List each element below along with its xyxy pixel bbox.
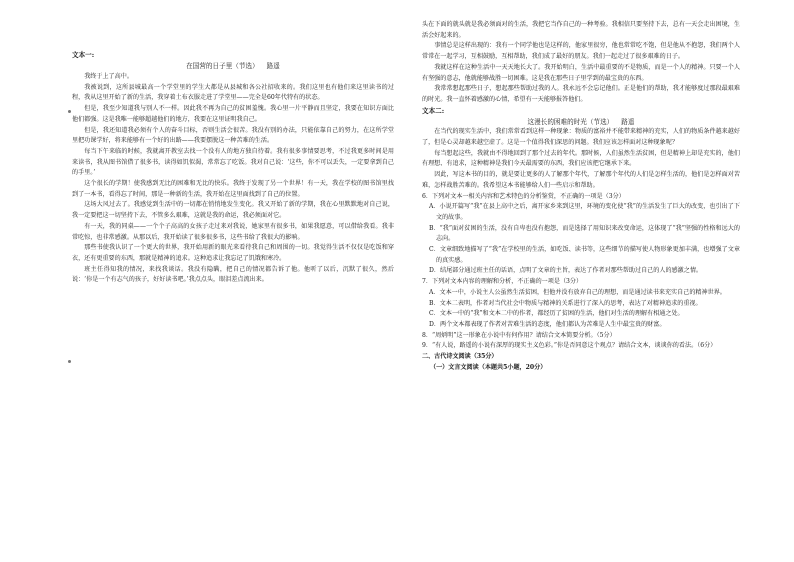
question-stem: 9．“有人说，路遥的小说有深厚的现实主义色彩。”你是否同意这个观点？请结合文本，谈谈你的看法。（6分） bbox=[422, 342, 717, 350]
subsection-heading: （一）文言文阅读（本题共5小题，20分） bbox=[430, 363, 547, 371]
paragraph: 我被说到，这所县城最高一个学堂里的学生大都是从县城和各公社招收来的。我们这里也有他们来这里读书的过程，我从这里开始了新的生活，我穿着土布衣服走进了学堂里——完全是60年代特有的状态。 bbox=[72, 83, 394, 102]
question-option: A．文本一中，小说主人公虽然生活贫困，但他并没有放弃自己的理想，而是通过读书来充实自己的精神世界。 bbox=[429, 288, 726, 296]
paragraph: 因此，写这本书的目的，就是要让更多的人了解那个年代，了解那个年代的人们是怎样生活的，他们是怎样面对苦难，怎样战胜苦难的。我希望这本书能够给人们一些启示和帮助。 bbox=[422, 171, 740, 189]
question-option: A．小说开篇写“我”在县上高中之后，离开家乡来到这里，环境的变化使“我”的生活发生了巨大的改变，也引出了下文的故事。 bbox=[429, 203, 740, 221]
article-author: 路遥 bbox=[266, 62, 280, 70]
paragraph: 我常常想起那些日子，想起那些帮助过我的人。我永远不会忘记他们。正是他们的帮助，我才能够度过那段最艰难的时光。我一直怀着感激的心情，希望有一天能够报答他们。 bbox=[422, 85, 740, 103]
binding-hole bbox=[68, 360, 71, 363]
question-option: C．文章细致地描写了“我”在学校里的生活，如吃饭、读书等，这些细节的描写使人物形象更加丰满，也增强了文章的真实感。 bbox=[429, 246, 740, 264]
right-column bbox=[422, 20, 740, 374]
section-2-heading: 二、古代诗文阅读（35分） bbox=[422, 353, 498, 361]
article-author-2: 路遥 bbox=[621, 117, 635, 126]
question-option: D．结尾部分通过班主任的话语，点明了文章的主旨，表达了作者对那些帮助过自己的人的感激之情。 bbox=[429, 267, 703, 275]
binding-hole bbox=[68, 110, 71, 113]
paragraph: 班主任得知我的情况，来找我谈话。我没有隐瞒，把自己的情况都告诉了他。他听了以后，沉默了很久，然后说：‘你是一个有志气的孩子，好好读书吧。’我点点头，眼泪差点流出来。 bbox=[72, 265, 394, 284]
question-stem: 8．“周炳明”这一形象在小说中有何作用？请结合文本简要分析。（5分） bbox=[422, 331, 616, 339]
paragraph: 我终于上了高中。 bbox=[84, 73, 133, 80]
paragraph: 这个很长的学期！使我感到无比的困难和无比的快乐。我终于发现了另一个世界！有一天，我在学校的图书馆里找到了一本书，看得忘了时间，那是一种新的生活，我开始在这里面找到了自己的位置。 bbox=[72, 180, 394, 198]
paragraph: 事情总是这样出现的：我有一个同学他也是这样的，他家里很穷，他也常常吃不饱，但是他从不抱怨，我们两个人常常在一起学习，互相鼓励，互相帮助，我们成了最好的朋友。我们一起走过了很多艰难的日子。 bbox=[422, 42, 740, 61]
right-mid-paragraphs bbox=[422, 127, 740, 191]
paragraph: 这场大风过去了。我感觉到生活中的一切都在悄悄地发生变化。我又开始了新的学期，我在心里默默地对自己说，我一定要把这一切坚持下去，不管多么艰难，这就是我的命运，我必须面对它。 bbox=[72, 201, 394, 220]
left-paragraphs bbox=[72, 72, 394, 286]
question-option: B．文本二表明，作者对当代社会中物质与精神的关系进行了深入的思考，表达了对精神追求的重视。 bbox=[429, 299, 702, 307]
section-label-text1: 文本一: bbox=[72, 51, 95, 59]
question-option: D．两个文本都表现了作者对苦难生活的态度，他们都认为苦难是人生中最宝贵的财富。 bbox=[429, 320, 666, 328]
paragraph: 但是，我至少知道我与别人不一样。因此我不再为自己的贫困羞愧。我心里一片平静而且坚定，我要在知识方面比他们都强。这是我唯一能够超越他们的地方，我要在这里证明我自己。 bbox=[72, 105, 394, 123]
paragraph: 每当想起这些，我就由不得地回到了那个过去的年代。那时候，人们虽然生活贫困，但是精神上却是充实的，他们有理想、有追求，这种精神是我们今天最需要的东西，我们应该把它继承下来。 bbox=[422, 149, 740, 168]
question-option: B．“我”面对贫困的生活，没有自卑也没有抱怨，而是选择了用知识来改变命运，这体现了“我”坚强的性格和远大的志向。 bbox=[429, 224, 740, 243]
article-title-text: 在国营的日子里（节选） bbox=[186, 62, 259, 70]
paragraph: 头在下面的就头就是我必须面对的生活，我把它当作自己的一种考验。我相信只要坚持下去，总有一天会走出困境，生活会好起来的。 bbox=[422, 21, 740, 39]
question-option: C．文本一中的“我”和文本二中的作者，都经历了贫困的生活，他们对生活的理解有相通之处。 bbox=[429, 310, 684, 318]
paragraph: 每当下午来临的时候，我就离开教室去找一个没有人的地方独自待着。我有很多事情要思考，不过我更多时间是用来读书，我从图书馆借了很多书，读得如饥似渴，常常忘了吃饭。我对自己说：‘这些，你不可以丢失，一定要拿到自己的手里。’ bbox=[72, 147, 394, 177]
question-stem: 6．下列对文本一相关内容和艺术特色的分析鉴赏，不正确的一项是（3分） bbox=[422, 192, 625, 200]
paragraph: 有一天，我的同桌——一个个子高高的女孩子走过来对我说，她家里有很多书，如果我愿意，可以借给我看。我非常吃惊，也非常感激。从那以后，我开始读了很多很多书，这些书给了我很大的影响。 bbox=[72, 222, 394, 241]
article-title bbox=[72, 61, 394, 72]
question-stem: 7．下列对文本内容的理解和分析，不正确的一项是（3分） bbox=[422, 278, 583, 286]
article-title-2 bbox=[422, 117, 740, 128]
paragraph: 我就这样在这种生活中一天天地长大了。我开始明白，生活中最重要的不是物质，而是一个人的精神。只要一个人有坚强的意志，他就能够战胜一切困难。这是我在那些日子里学到的最宝贵的东西。 bbox=[422, 63, 740, 82]
paragraph: 在当代的现实生活中，我们常常看到这样一种现象：物质的富裕并不能带来精神的充实，人们的物质条件越来越好了，但是心灵却越来越空虚了。这是一个值得我们深思的问题。我们应该怎样面对这种现象呢？ bbox=[422, 128, 740, 147]
article-title-2-text: 这漫长的困难的时光（节选） bbox=[527, 117, 614, 126]
question-list bbox=[422, 192, 740, 353]
left-column bbox=[72, 50, 394, 286]
paragraph: 但是，我还知道我必须有个人的奋斗目标，否则生活会很苦。我没有别的办法，只能依靠自己的努力，在这所学堂里把功课学好，将来能够有一个好的出路——我要摆脱这一种苦难的生活。 bbox=[72, 126, 394, 145]
paragraph: 那些书使我认识了一个更大的世界，我开始用新的眼光来看待我自己和周围的一切。我觉得生活不仅仅是吃饭和穿衣，还有更重要的东西，那就是精神的追求。这种追求让我忘记了饥饿和寒冷。 bbox=[72, 244, 394, 262]
section-label-text2: 文本二: bbox=[422, 106, 445, 115]
right-top-paragraphs bbox=[422, 20, 740, 106]
